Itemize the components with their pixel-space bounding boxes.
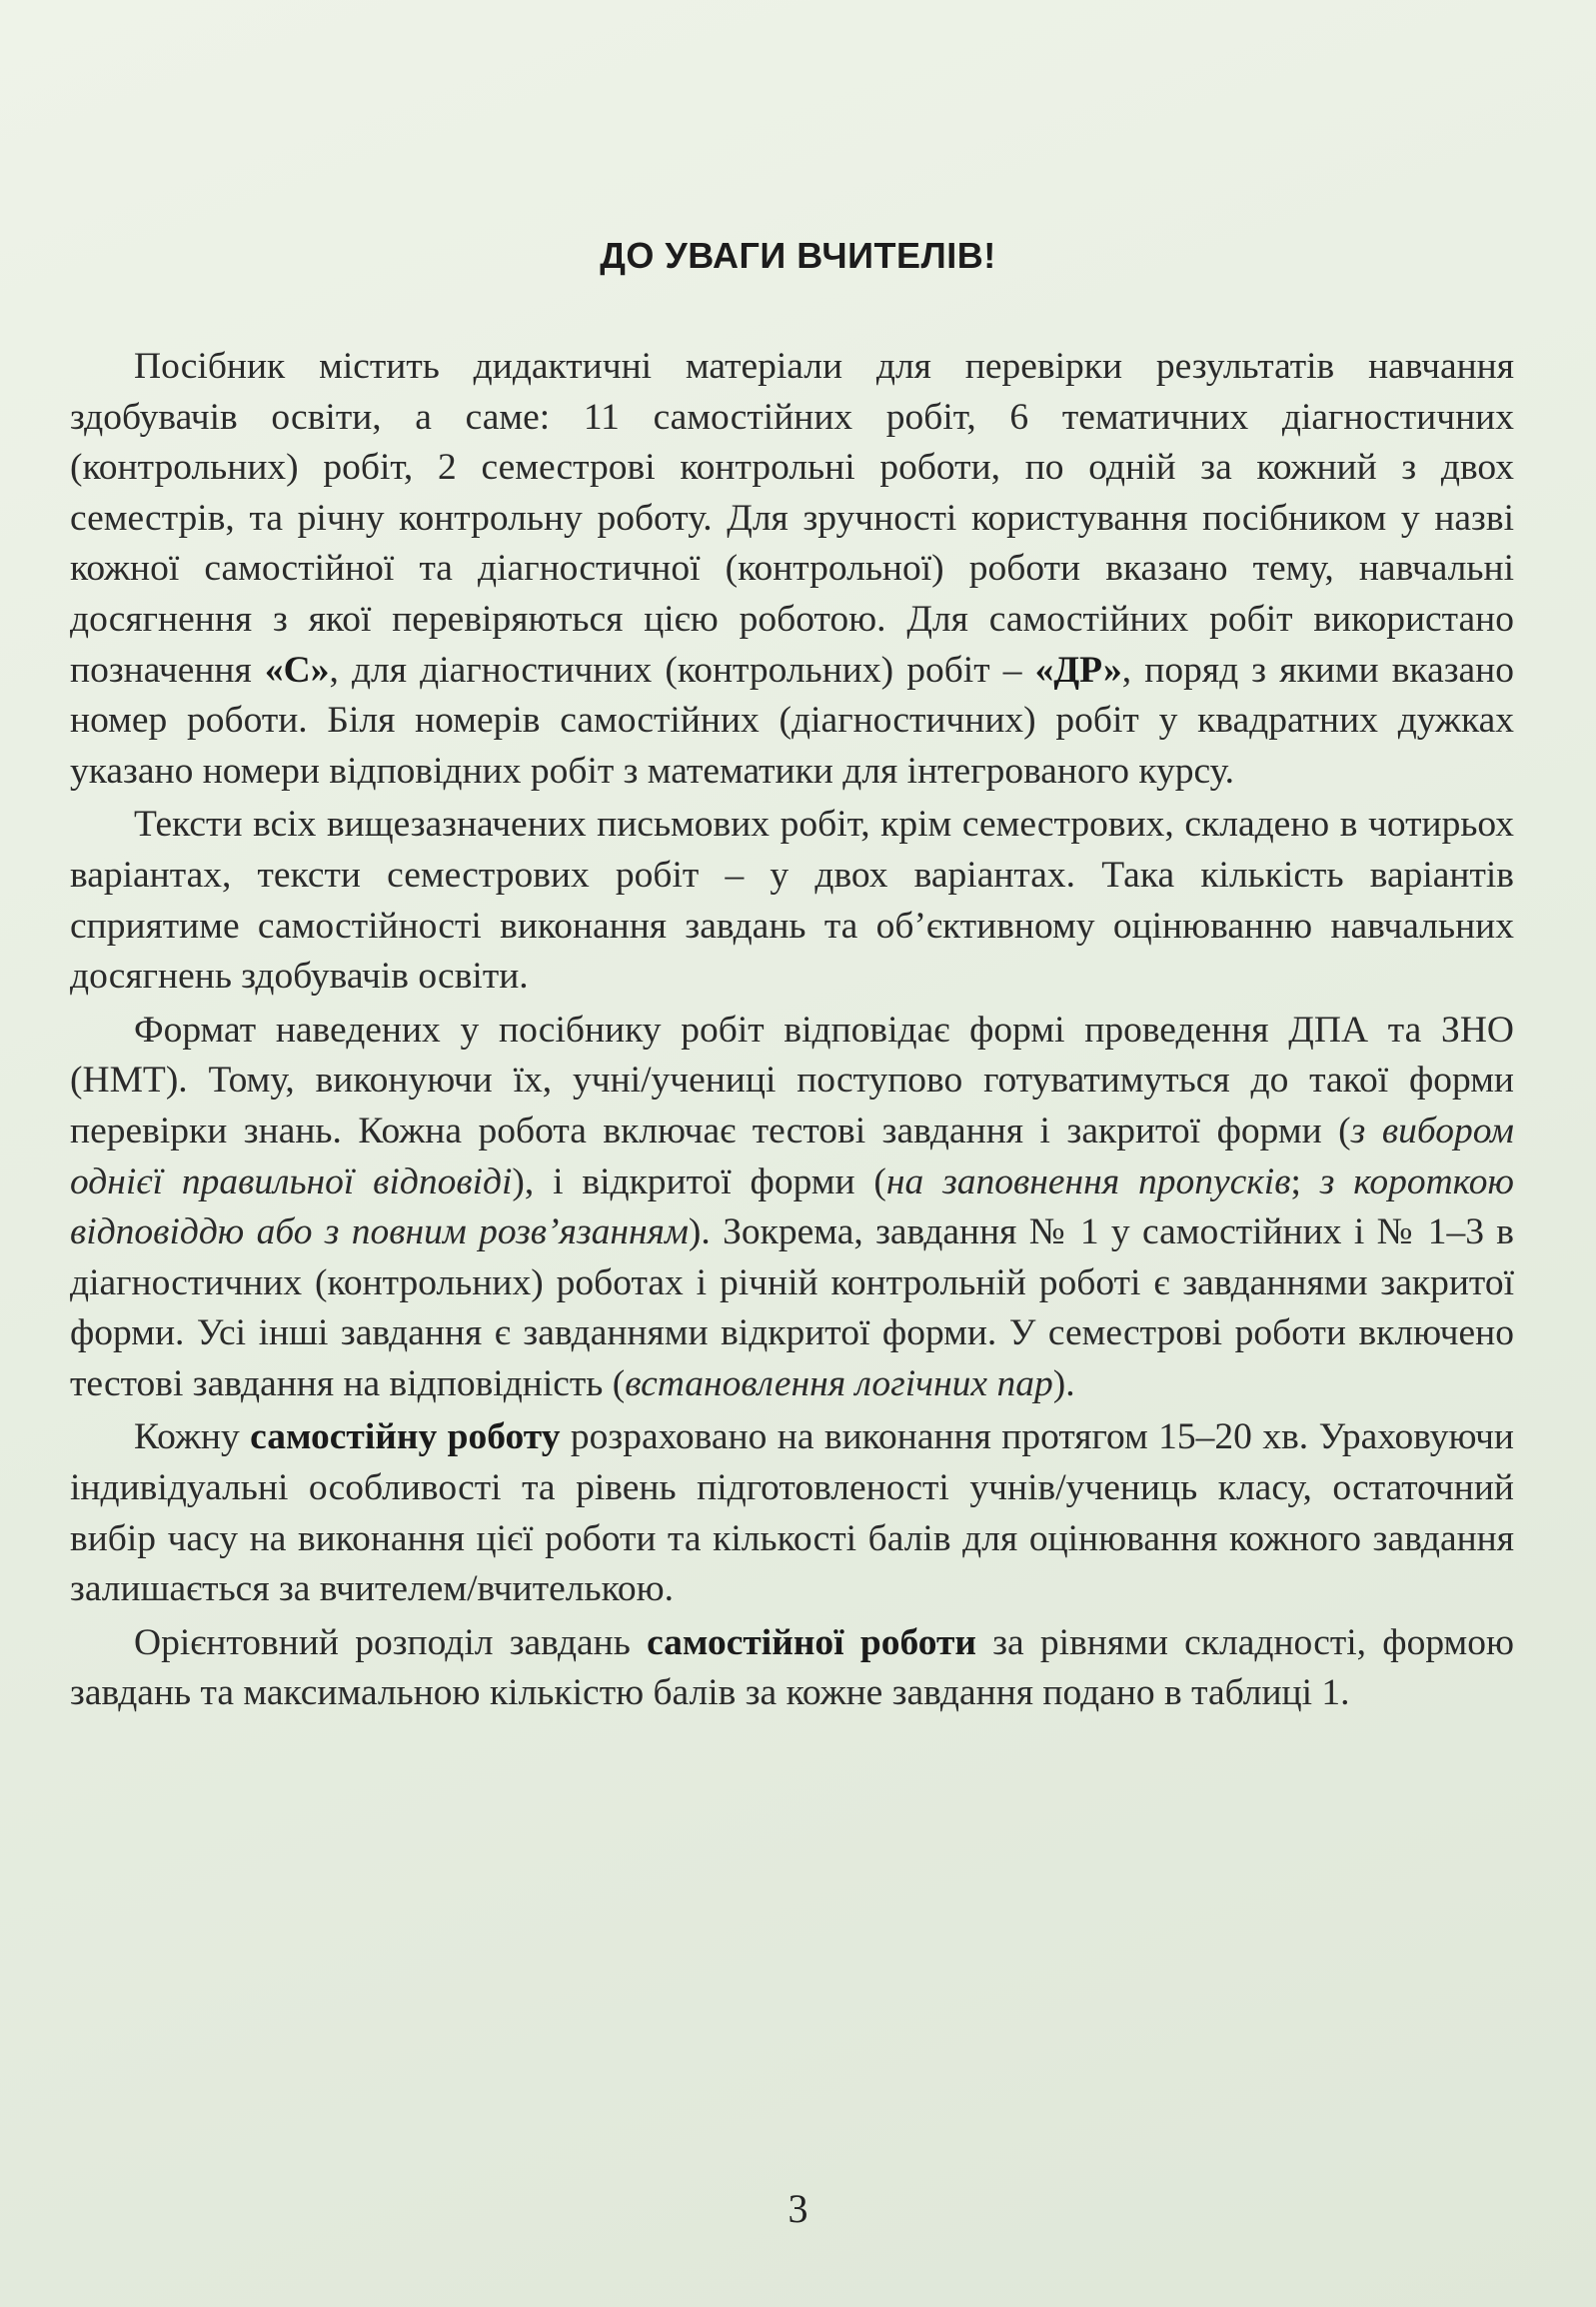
italic-run: з вибором однієї правильної відповіді bbox=[70, 1110, 1514, 1202]
text-run: , для діагностичних (контрольних) робіт – bbox=[329, 649, 1035, 691]
bold-run: самостійну роботу bbox=[250, 1416, 561, 1458]
text-run: розраховано на виконання протягом 15–20 хв. Ураховуючи індивідуальні особливості та рівень підготовленості учнів/учениць класу, остаточний вибір часу на виконання цієї роботи та кількості балів для оцінювання кожного завдання залишається за вчителем/вчителькою. bbox=[70, 1416, 1514, 1610]
paragraph-4 bbox=[70, 1412, 1514, 1614]
italic-run: встановлення логічних пар bbox=[625, 1362, 1053, 1404]
text-run: за рівнями складності, формою завдань та максимальною кількістю балів за кожне завдання подано в таблиці 1. bbox=[70, 1621, 1514, 1714]
page-title: ДО УВАГИ ВЧИТЕЛІВ! bbox=[600, 235, 996, 276]
text-run: ), і відкритої форми ( bbox=[512, 1160, 886, 1202]
text-run: Орієнтовний розподіл завдань bbox=[134, 1621, 648, 1663]
paragraph-1 bbox=[70, 342, 1514, 797]
text-run: ). bbox=[1052, 1362, 1075, 1404]
text-run: , поряд з якими вказано номер роботи. Біля номерів самостійних (діагностичних) робіт у квадратних дужках указано номери відповідних робіт з математики для інтегрованого курсу. bbox=[70, 649, 1515, 792]
paragraph-5 bbox=[70, 1618, 1514, 1719]
bold-run: самостійної роботи bbox=[647, 1621, 976, 1663]
text-run: Формат наведених у посібнику робіт відповідає формі проведення ДПА та ЗНО (НМТ). Тому, виконуючи їх, учні/учениці поступово готуватимуться до такої форми перевірки знань. Кожна робота включає тестові завдання і закритої форми ( bbox=[70, 1009, 1514, 1152]
paragraph-2 bbox=[70, 800, 1514, 1002]
bold-label-s: «С» bbox=[264, 649, 330, 691]
italic-run: на заповнення пропусків bbox=[885, 1160, 1291, 1202]
text-run: Посібник містить дидактичні матеріали для перевірки результатів навчання здобувачів освіти, а саме: 11 самостійних робіт, 6 тематичних діагностичних (контрольних) робіт, 2 семестрові контрольні роботи, по одній за кожний з двох семестрів, та річну контрольну роботу. Для зручності користування посібником у назві кожної самостійної та діагностичної (контрольної) роботи вказано тему, навчальні досягнення з якої перевіряються цією роботою. Для самостійних робіт використано позначення bbox=[70, 346, 1514, 691]
paragraph-3 bbox=[70, 1006, 1514, 1410]
text-run: Кожну bbox=[134, 1416, 251, 1458]
text-run: ). Зокрема, завдання № 1 у самостійних і № 1–3 в діагностичних (контрольних) роботах і річній контрольній роботі є завданнями закритої форми. Усі інші завдання є завданнями відкритої форми. У семестрові роботи включено тестові завдання на відповідність ( bbox=[70, 1211, 1514, 1404]
bold-label-dr: «ДР» bbox=[1034, 649, 1122, 691]
body-text bbox=[70, 342, 1514, 1722]
page-number: 3 bbox=[788, 2186, 808, 2231]
text-run: ; bbox=[1290, 1160, 1320, 1202]
text-run: Тексти всіх вищезазначених письмових робіт, крім семестрових, складено в чотирьох варіантах, тексти семестрових робіт – у двох варіантах. Така кількість варіантів сприятиме самостійності виконання завдань та об’єктивному оцінюванню навчальних досягнень здобувачів освіти. bbox=[70, 804, 1514, 998]
italic-run: з короткою відповіддю або з повним розв’язанням bbox=[70, 1160, 1514, 1253]
